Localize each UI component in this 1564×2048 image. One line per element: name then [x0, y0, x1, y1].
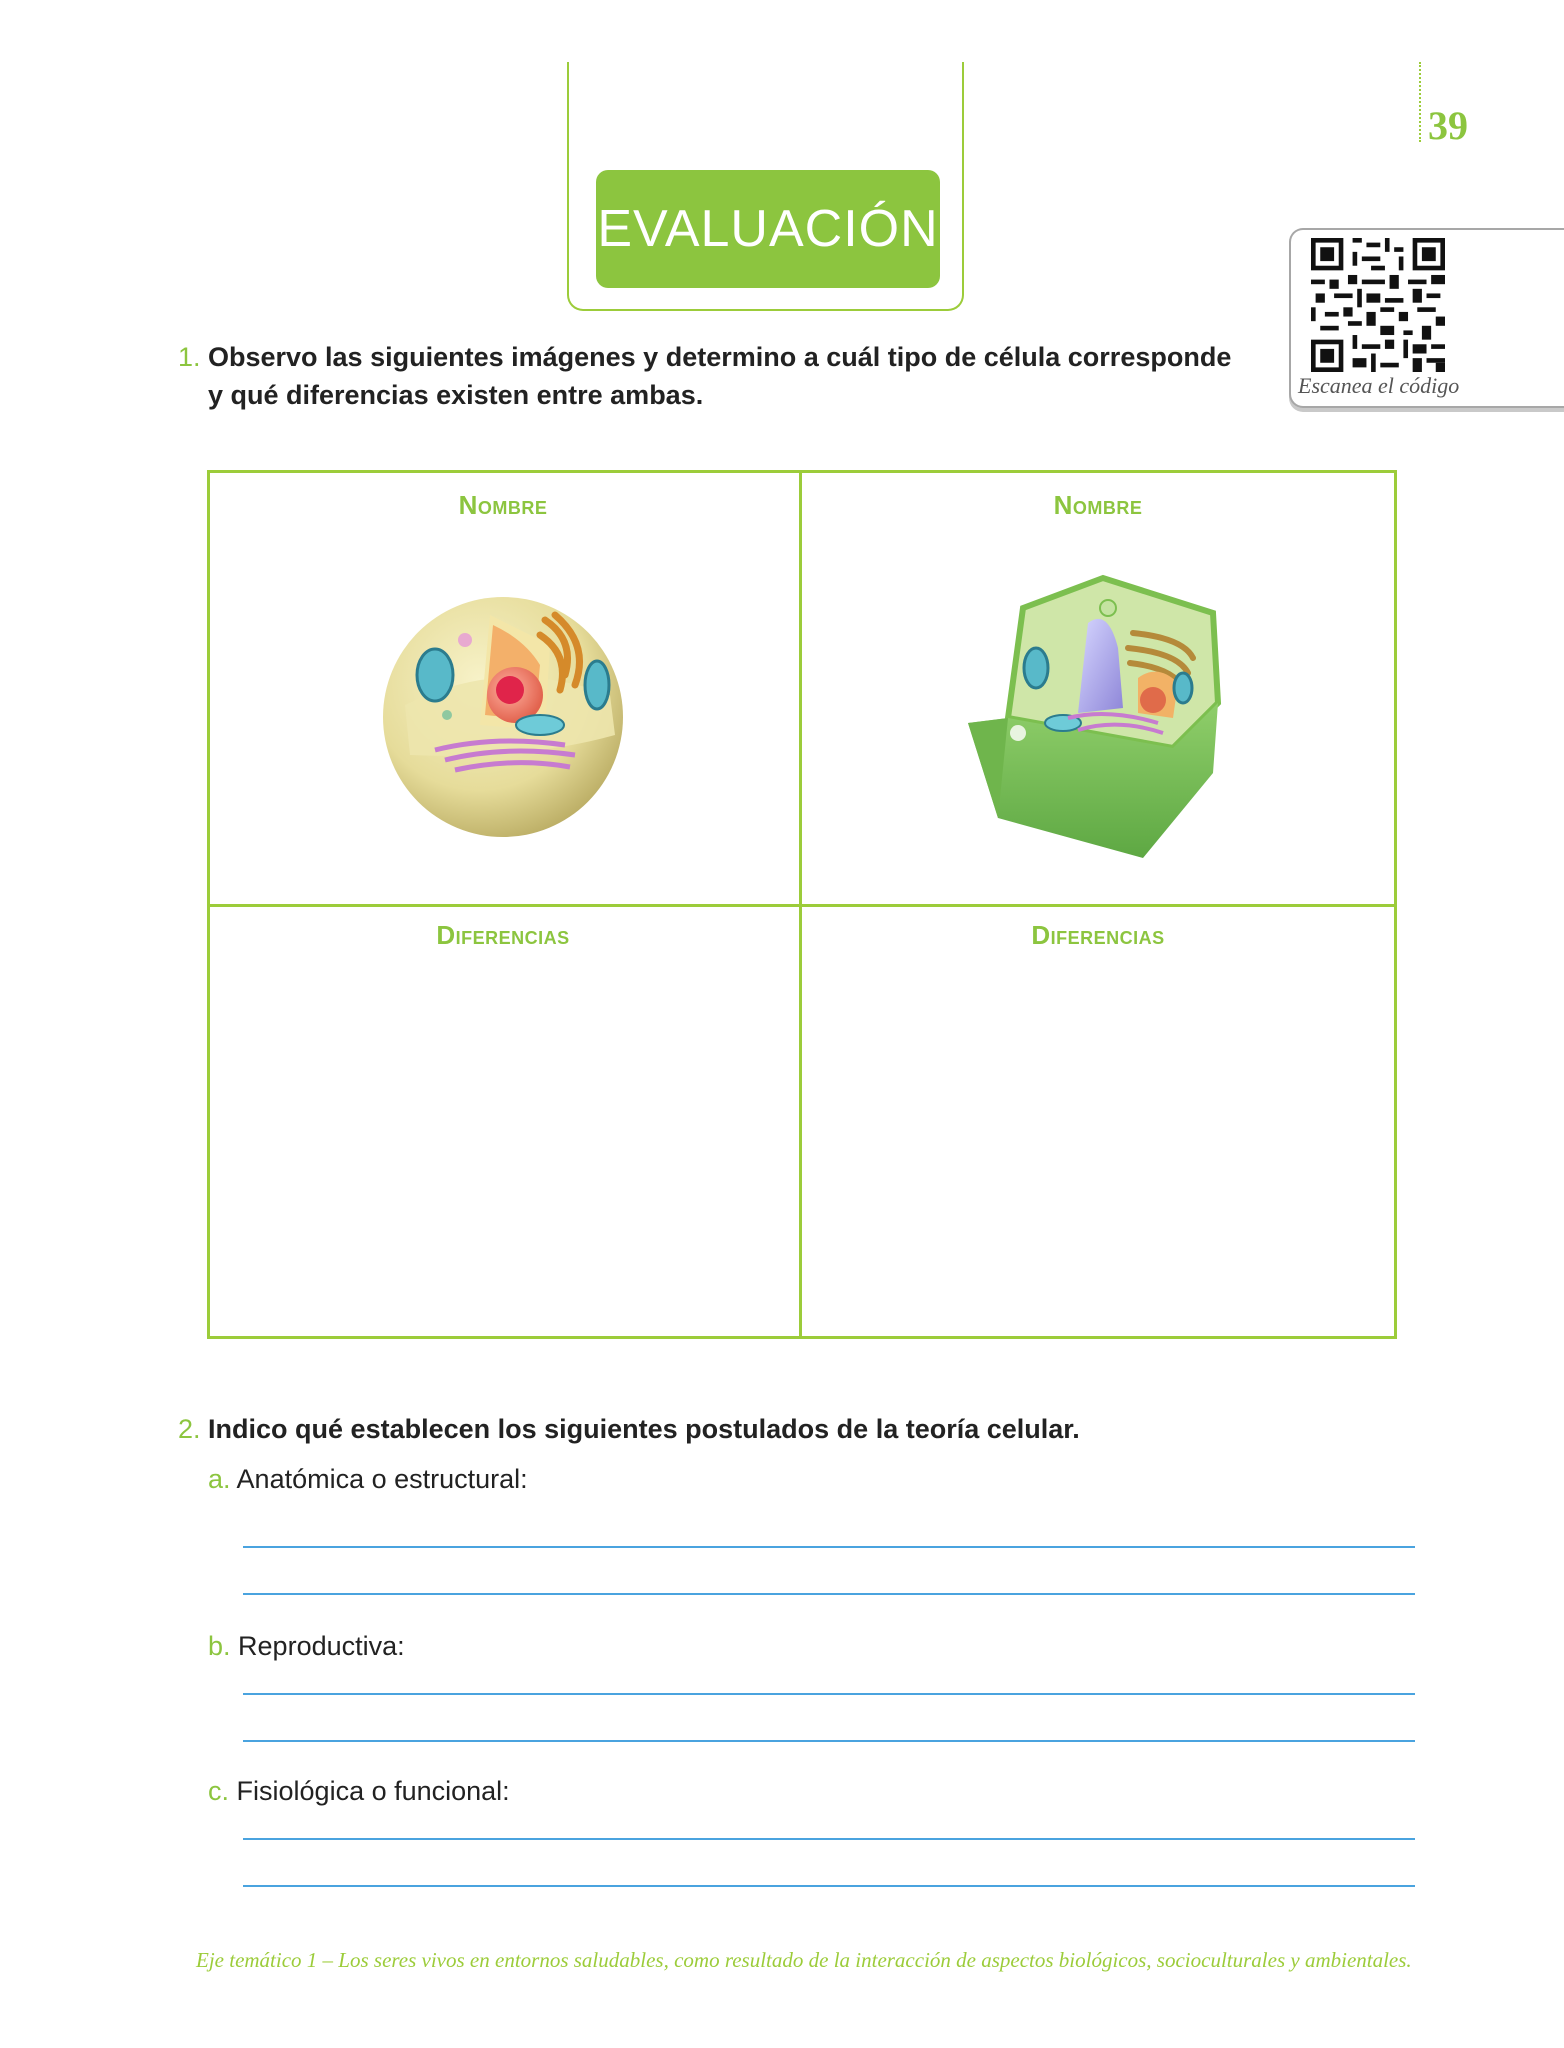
- page-number: 39: [1428, 103, 1468, 148]
- answer-line-b1[interactable]: [243, 1693, 1415, 1695]
- question-2: [178, 1414, 1080, 1445]
- name-header-left: Nombre: [458, 490, 548, 520]
- item-c-label: Fisiológica o funcional:: [236, 1776, 510, 1806]
- diff-header-right: Diferencias: [1031, 920, 1165, 950]
- answer-line-a1[interactable]: [243, 1546, 1415, 1548]
- item-b: [208, 1631, 405, 1662]
- item-b-label: Reproductiva:: [238, 1631, 405, 1661]
- answer-line-b2[interactable]: [243, 1740, 1415, 1742]
- answer-line-c2[interactable]: [243, 1885, 1415, 1887]
- answer-line-a2[interactable]: [243, 1593, 1415, 1595]
- question-2-number: 2.: [178, 1414, 201, 1444]
- question-1: [178, 338, 1248, 414]
- question-2-text: Indico qué establecen los siguientes postulados de la teoría celular.: [208, 1414, 1080, 1444]
- item-a-label: Anatómica o estructural:: [236, 1464, 528, 1494]
- animal-cell-image: [375, 585, 630, 840]
- name-header-right: Nombre: [1053, 490, 1143, 520]
- table-divider-horizontal: [207, 904, 1397, 907]
- item-c: [208, 1776, 510, 1807]
- page-number-rule: [1419, 62, 1421, 142]
- diff-header-left: Diferencias: [436, 920, 570, 950]
- qr-caption: Escanea el código: [1298, 373, 1460, 398]
- question-1-number: 1.: [178, 342, 201, 372]
- item-a: [208, 1464, 528, 1495]
- item-a-letter: a.: [208, 1464, 231, 1494]
- plant-cell-image: [968, 568, 1228, 863]
- answer-line-c1[interactable]: [243, 1838, 1415, 1840]
- qr-code-icon[interactable]: [1311, 238, 1445, 372]
- page-title-text: EVALUACIÓN: [597, 200, 939, 258]
- question-1-text: Observo las siguientes imágenes y determino a cuál tipo de célula corresponde y qué diferencias existen entre ambas.: [208, 342, 1232, 410]
- page-title: [596, 170, 940, 288]
- item-c-letter: c.: [208, 1776, 230, 1806]
- item-b-letter: b.: [208, 1631, 231, 1661]
- footer-theme: Eje temático 1 – Los seres vivos en entornos saludables, como resultado de la interacción de aspectos biológicos, socioculturales y ambientales.: [196, 1948, 1412, 1972]
